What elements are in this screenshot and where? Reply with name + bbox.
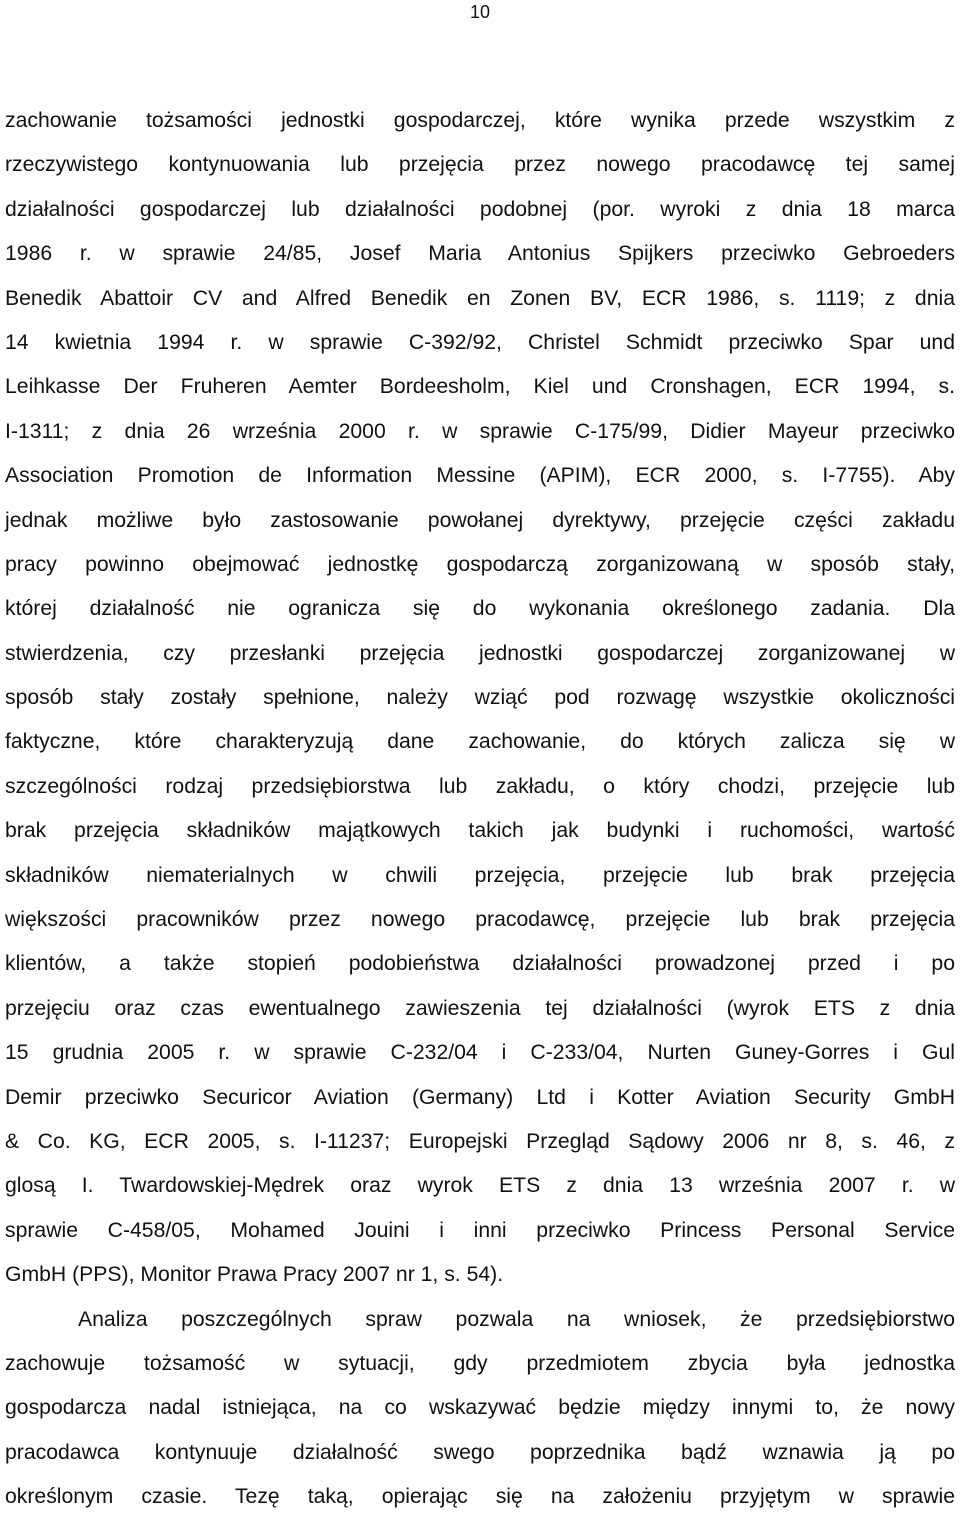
text-line: klientów, a także stopień podobieństwa działalności prowadzonej przed i po bbox=[5, 952, 955, 976]
text-line: większości pracowników przez nowego pracodawcę, przejęcie lub brak przejęcia bbox=[5, 908, 955, 932]
text-line: sprawie C-458/05, Mohamed Jouini i inni przeciwko Princess Personal Service bbox=[5, 1218, 955, 1242]
paragraph-1 bbox=[5, 99, 955, 1298]
text-line: zachowanie tożsamości jednostki gospodarczej, które wynika przede wszystkim z bbox=[5, 109, 955, 132]
text-line: Demir przeciwko Securicor Aviation (Germany) Ltd i Kotter Aviation Security GmbH bbox=[5, 1085, 955, 1109]
text-line: GmbH (PPS), Monitor Prawa Pracy 2007 nr 1, s. 54). bbox=[5, 1263, 504, 1287]
text-line: Association Promotion de Information Messine (APIM), ECR 2000, s. I-7755). Aby bbox=[5, 464, 955, 488]
text-line: gospodarcza nadal istniejąca, na co wskazywać będzie między innymi to, że nowy bbox=[5, 1396, 955, 1420]
text-line: stwierdzenia, czy przesłanki przejęcia jednostki gospodarczej zorganizowanej w bbox=[5, 641, 955, 665]
text-line: rzeczywistego kontynuowania lub przejęcia przez nowego pracodawcę tej samej bbox=[5, 153, 955, 177]
text-line: & Co. KG, ECR 2005, s. I-11237; Europejski Przegląd Sądowy 2006 nr 8, s. 46, z bbox=[5, 1129, 955, 1153]
text-line: Benedik Abattoir CV and Alfred Benedik en Zonen BV, ECR 1986, s. 1119; z dnia bbox=[5, 286, 955, 310]
text-line: 15 grudnia 2005 r. w sprawie C-232/04 i C-233/04, Nurten Guney-Gorres i Gul bbox=[5, 1041, 955, 1065]
text-line: zachowuje tożsamość w sytuacji, gdy przedmiotem zbycia była jednostka bbox=[5, 1351, 955, 1375]
text-line: pracy powinno obejmować jednostkę gospodarczą zorganizowaną w sposób stały, bbox=[5, 552, 955, 576]
paragraph-2 bbox=[5, 1298, 955, 1520]
text-line: przejęciu oraz czas ewentualnego zawieszenia tej działalności (wyrok ETS z dnia bbox=[5, 996, 955, 1020]
text-line: jednak możliwe było zastosowanie powołanej dyrektywy, przejęcie części zakładu bbox=[5, 508, 955, 532]
text-line: składników niematerialnych w chwili przejęcia, przejęcie lub brak przejęcia bbox=[5, 863, 955, 887]
page-number: 10 bbox=[469, 2, 491, 22]
text-line: 14 kwietnia 1994 r. w sprawie C-392/92, Christel Schmidt przeciwko Spar und bbox=[5, 330, 955, 354]
text-line: 1986 r. w sprawie 24/85, Josef Maria Antonius Spijkers przeciwko Gebroeders bbox=[5, 242, 955, 266]
text-line: brak przejęcia składników majątkowych takich jak budynki i ruchomości, wartość bbox=[5, 819, 955, 843]
text-line: której działalność nie ogranicza się do wykonania określonego zadania. Dla bbox=[5, 597, 955, 621]
text-line: pracodawca kontynuuje działalność swego poprzednika bądź wznawia ją po bbox=[5, 1440, 955, 1464]
text-line: Analiza poszczególnych spraw pozwala na wniosek, że przedsiębiorstwo bbox=[78, 1307, 955, 1331]
text-line: szczególności rodzaj przedsiębiorstwa lub zakładu, o który chodzi, przejęcie lub bbox=[5, 774, 955, 798]
text-line: faktyczne, które charakteryzują dane zachowanie, do których zalicza się w bbox=[5, 730, 955, 754]
text-line: określonym czasie. Tezę taką, opierając się na założeniu przyjętym w sprawie bbox=[5, 1485, 955, 1509]
text-line: Leihkasse Der Fruheren Aemter Bordeesholm, Kiel und Cronshagen, ECR 1994, s. bbox=[5, 375, 955, 399]
text-line: działalności gospodarczej lub działalności podobnej (por. wyroki z dnia 18 marca bbox=[5, 197, 955, 221]
text-line: glosą I. Twardowskiej-Mędrek oraz wyrok ETS z dnia 13 września 2007 r. w bbox=[5, 1174, 955, 1198]
document-body bbox=[5, 99, 955, 1520]
text-line: I-1311; z dnia 26 września 2000 r. w sprawie C-175/99, Didier Mayeur przeciwko bbox=[5, 419, 955, 443]
text-line: sposób stały zostały spełnione, należy wziąć pod rozwagę wszystkie okoliczności bbox=[5, 686, 955, 710]
